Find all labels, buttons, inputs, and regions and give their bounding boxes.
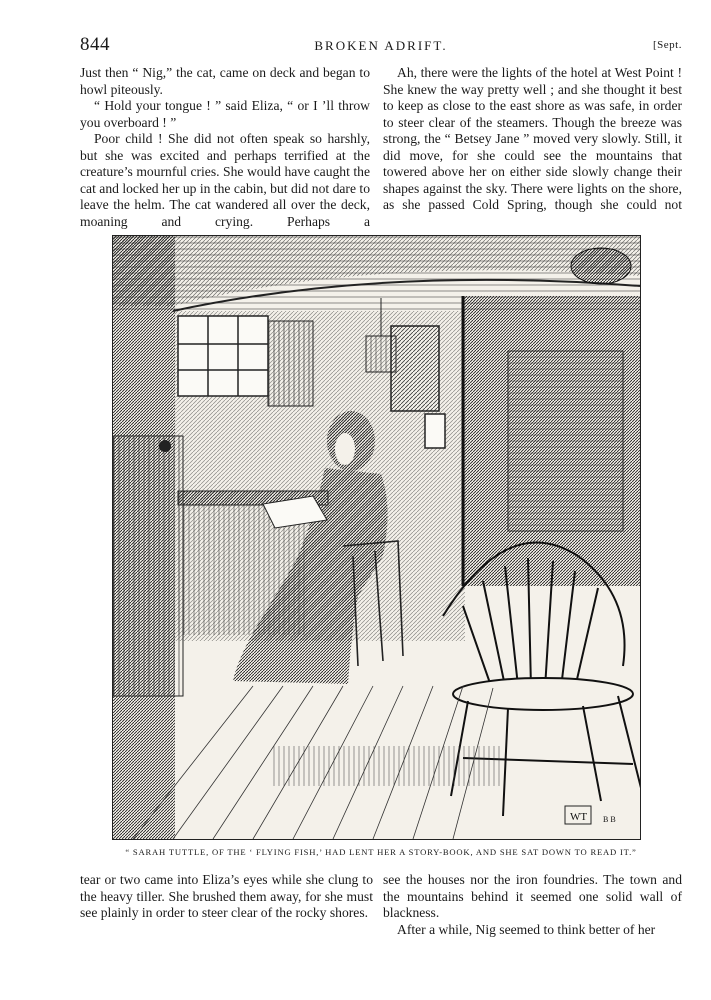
issue-month: [Sept. <box>653 39 682 51</box>
wall-picture <box>391 326 439 411</box>
paragraph: see the houses nor the iron foundries. The town and the mountains behind it seemed one solid wall of blackness. <box>383 872 682 920</box>
text-column-top-left <box>80 65 370 230</box>
page-number: 844 <box>80 34 110 55</box>
floor-rug <box>273 746 503 786</box>
running-header <box>80 36 682 58</box>
monogram-right: B B <box>603 815 616 824</box>
paragraph: Poor child ! She did not often speak so harshly, but she was excited and perhaps terrified at the creature’s mournful cries. She would have caught the cat and locked her up in the cabin, but did not dare to leave the helm. The cat wandered all over the deck, moaning and crying. Perhaps a <box>80 131 370 229</box>
hanging-lamp <box>571 248 631 284</box>
text-column-bottom-left <box>80 872 373 922</box>
cabin-window <box>178 316 268 396</box>
text-column-bottom-right <box>383 872 682 938</box>
paragraph: “ Hold your tongue ! ” said Eliza, “ or I ’ll throw you overboard ! ” <box>80 98 370 130</box>
paragraph: After a while, Nig seemed to think better of her <box>397 921 656 937</box>
engraving-illustration <box>112 235 641 840</box>
text-column-top-right <box>383 65 682 214</box>
paragraph: tear or two came into Eliza’s eyes while she clung to the heavy tiller. She brushed them away, for she must see plainly in order to steer clear of the rocky shores. <box>80 872 373 920</box>
monogram-left: WT <box>570 811 588 823</box>
paragraph: Ah, there were the lights of the hotel at West Point ! She knew the way pretty well ; and she thought it best to keep as close to the east shore as was safe, in order to steer clear of the steamers. Though the breeze was strong, the “ Betsey Jane ” moved very slowly. Still, it did move, for she could see the mountains that towered above her on either side slowly change their shapes against the sky. There were lights on the shore, as she passed Cold Spring, though she could not <box>383 65 682 212</box>
illustration-caption: “ SARAH TUTTLE, OF THE ‘ FLYING FISH,’ HAD LENT HER A STORY-BOOK, AND SHE SAT DOWN TO READ IT.” <box>125 847 637 857</box>
small-frame <box>425 414 445 448</box>
paragraph: Just then “ Nig,” the cat, came on deck and began to howl piteously. <box>80 65 370 97</box>
running-title: BROKEN ADRIFT. <box>314 38 448 53</box>
